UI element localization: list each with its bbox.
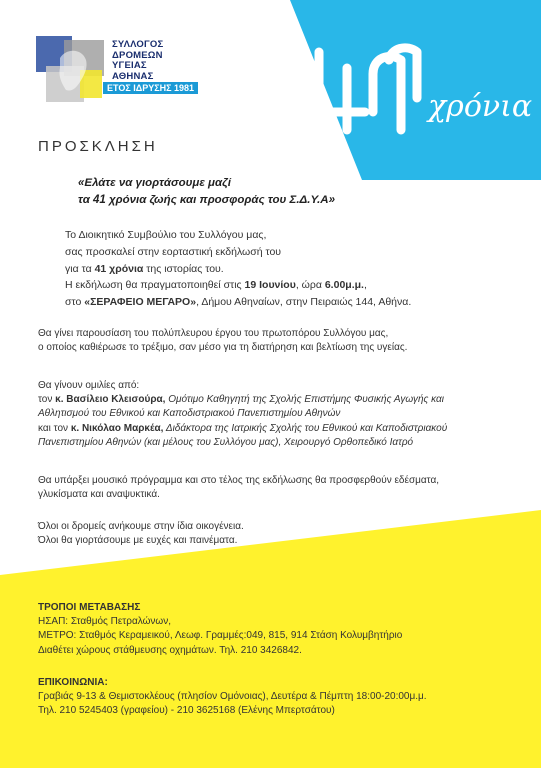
contact-line: Γραβιάς 9-13 & Θεμιστοκλέους (πλησίον Ομόνοιας), Δευτέρα & Πέμπτη 18:00-20:00μ.μ. — [38, 691, 427, 703]
intro-line: Το Διοικητικό Συμβούλιο του Συλλόγου μας, — [65, 229, 267, 241]
transport-heading: ΤΡΟΠΟΙ ΜΕΤΑΒΑΣΗΣ — [38, 602, 141, 613]
speaker-1-desc: Αθλητισμού του Εθνικού και Καποδιστριακού Πανεπιστημίου Αθηνών — [38, 408, 341, 420]
intro-line: για τα 41 χρόνια της ιστορίας του. — [65, 262, 224, 275]
music-line: γλυκίσματα και αναψυκτικά. — [38, 489, 160, 501]
closing-paragraph — [38, 520, 244, 548]
speeches-paragraph — [38, 379, 447, 450]
music-line: Θα υπάρξει μουσικό πρόγραμμα και στο τέλος της εκδήλωσης θα προσφερθούν εδέσματα, — [38, 475, 440, 486]
speeches-intro: Θα γίνουν ομιλίες από: — [38, 380, 140, 391]
speaker-2-desc: Πανεπιστημίου Αθηνών (και μέλους του Συλλόγου μας), Χειρουργό Ορθοπεδικό Ιατρό — [38, 436, 414, 448]
music-paragraph — [38, 474, 439, 502]
contact-line: Τηλ. 210 5245403 (γραφείου) - 210 3625168 (Ελένης Μπερτσάτου) — [38, 705, 335, 717]
headline-line: τα 41 χρόνια ζωής και προσφοράς του Σ.Δ.Υ.Α» — [78, 194, 335, 206]
transport-line: Διαθέτει χώρους στάθμευσης οχημάτων. Τηλ. 210 3426842. — [38, 644, 302, 656]
closing-line: Όλοι οι δρομείς ανήκουμε στην ίδια οικογένεια. — [38, 521, 244, 532]
venue-line: στο «ΣΕΡΑΦΕΙΟ ΜΕΓΑΡΟ», Δήμου Αθηναίων, στην Πειραιώς 144, Αθήνα. — [65, 296, 412, 309]
founded-badge: ΕΤΟΣ ΙΔΡΥΣΗΣ 1981 — [103, 82, 198, 94]
speaker-2: και τον κ. Νικόλαο Μαρκέα, Διδάκτορα της Ιατρικής Σχολής του Εθνικού και Καποδιστριακού — [38, 422, 448, 434]
headline — [78, 175, 335, 209]
presentation-paragraph — [38, 327, 407, 355]
headline-line: «Ελάτε να γιορτάσουμε μαζί — [78, 177, 231, 189]
anniversary-word: χρόνια — [428, 89, 533, 124]
intro-line: σας προσκαλεί στην εορταστική εκδήλωσή του — [65, 245, 282, 258]
transport-section — [38, 601, 402, 658]
intro-paragraph — [65, 227, 411, 311]
presentation-line: Θα γίνει παρουσίαση του πολύπλευρου έργου του πρωτοπόρου Συλλόγου μας, — [38, 328, 389, 339]
closing-line: Όλοι θα γιορτάσουμε με ευχές και παινέματα. — [38, 535, 238, 547]
club-name-line: ΔΡΟΜΕΩΝ — [112, 49, 163, 61]
event-date-line: Η εκδήλωση θα πραγματοποιηθεί στις 19 Ιουνίου, ώρα 6.00μ.μ., — [65, 279, 367, 292]
club-name-line: ΥΓΕΙΑΣ — [112, 60, 147, 71]
transport-line: ΗΣΑΠ: Σταθμός Πετραλώνων, — [38, 616, 171, 628]
club-name-line: ΣΥΛΛΟΓΟΣ — [112, 39, 164, 50]
presentation-line: ο οποίος καθιέρωσε το τρέξιμο, σαν μέσο για τη διατήρηση και βελτίωση της υγείας. — [38, 342, 408, 354]
contact-heading: ΕΠΙΚΟΙΝΩΝΙΑ: — [38, 677, 108, 688]
speaker-1: τον κ. Βασίλειο Κλεισούρα, Ομότιμο Καθηγητή της Σχολής Επιστήμης Φυσικής Αγωγής και — [38, 394, 444, 406]
page-title: ΠΡΟΣΚΛΗΣΗ — [38, 138, 158, 155]
club-logo-emblem — [36, 36, 186, 116]
contact-section — [38, 676, 427, 719]
club-name-line: ΑΘΗΝΑΣ — [112, 70, 154, 82]
transport-line: ΜΕΤΡΟ: Σταθμός Κεραμεικού, Λεωφ. Γραμμές:049, 815, 914 Στάση Κολυμβητήριο — [38, 630, 403, 642]
club-name — [112, 40, 163, 82]
